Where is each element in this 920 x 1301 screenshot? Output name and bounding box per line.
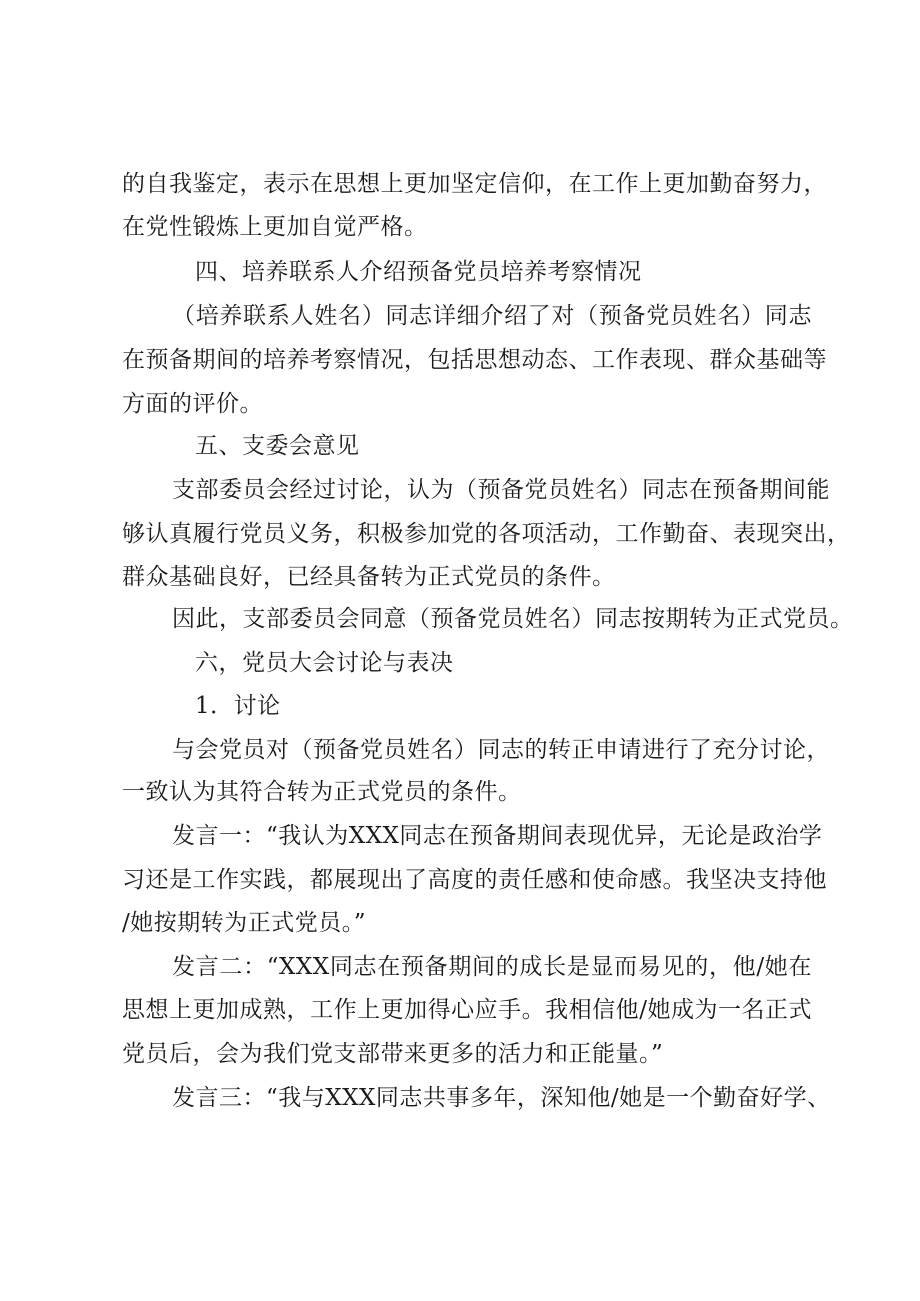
subsection-heading: 1．讨论 xyxy=(195,693,281,719)
paragraph-line: 因此，支部委员会同意（预备党员姓名）同志按期转为正式党员。 xyxy=(172,606,854,632)
paragraph-line: 党员后，会为我们党支部带来更多的活力和正能量。” xyxy=(122,1041,664,1067)
paragraph-line: 一致认为其符合转为正式党员的条件。 xyxy=(122,779,522,805)
paragraph-line: 群众基础良好，已经具备转为正式党员的条件。 xyxy=(122,564,616,590)
paragraph-line: 方面的评价。 xyxy=(122,391,263,417)
paragraph-line: 支部委员会经过讨论，认为（预备党员姓名）同志在预备期间能 xyxy=(172,477,830,503)
paragraph-line: 思想上更加成熟，工作上更加得心应手。我相信他/她成为一名正式 xyxy=(122,997,812,1023)
section-heading: 六，党员大会讨论与表决 xyxy=(195,650,454,676)
paragraph-line: 与会党员对（预备党员姓名）同志的转正申请进行了充分讨论， xyxy=(172,737,830,763)
paragraph-line: （培养联系人姓名）同志详细介绍了对（预备党员姓名）同志 xyxy=(172,303,812,329)
paragraph-line: /她按期转为正式党员。” xyxy=(122,910,367,936)
paragraph-line: 习还是工作实践，都展现出了高度的责任感和使命感。我坚决支持他 xyxy=(122,867,827,893)
section-heading: 四、培养联系人介绍预备党员培养考察情况 xyxy=(195,259,642,285)
paragraph-line: 的自我鉴定，表示在思想上更加坚定信仰，在工作上更加勤奋努力， xyxy=(122,171,827,197)
section-heading: 五、支委会意见 xyxy=(195,433,360,459)
paragraph-line: 发言一：“我认为XXX同志在预备期间表现优异，无论是政治学 xyxy=(172,823,823,849)
paragraph-line: 够认真履行党员义务，积极参加党的各项活动，工作勤奋、表现突出， xyxy=(122,521,851,547)
paragraph-line: 发言三：“我与XXX同志共事多年，深知他/她是一个勤奋好学、 xyxy=(172,1085,831,1111)
paragraph-line: 在党性锻炼上更加自觉严格。 xyxy=(122,214,428,240)
paragraph-line: 发言二：“XXX同志在预备期间的成长是显而易见的，他/她在 xyxy=(172,954,812,980)
paragraph-line: 在预备期间的培养考察情况，包括思想动态、工作表现、群众基础等 xyxy=(122,347,827,373)
